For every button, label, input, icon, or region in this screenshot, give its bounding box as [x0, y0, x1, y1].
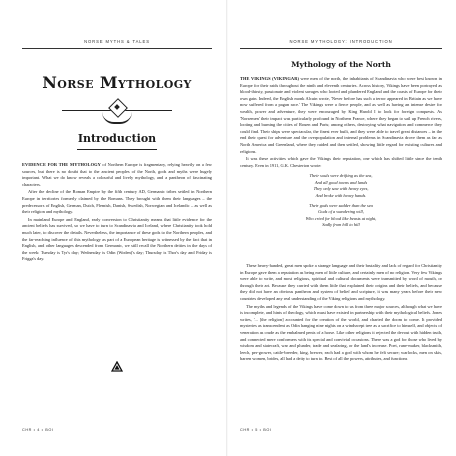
- right-running-head: NORSE MYTHOLOGY: INTRODUCTION: [289, 39, 393, 44]
- left-running-head: NORSE MYTHS & TALES: [84, 39, 150, 44]
- poem-line: And all good towns and lands: [314, 179, 368, 185]
- poem-line: They only saw with heavy eyes,: [313, 186, 369, 192]
- title-rule: [77, 149, 157, 150]
- right-paragraph-3: These heavy-handed, great men spoke a strange language and their brutality and lack of regard for Christianity in Europe gave them a reputation as being men of little culture, and certainly men of no religion. Very few Vikings were able to write, and most religious, spiritual and cultural documents were transmitted by word of mouth, or through their art. Because they carried with them little that explained their origins and their beliefs, and because they did not have an obvious pantheon and system of belief and scripture, it was many years before their new countries developed any real understanding of the Viking religions and mythology.: [240, 263, 442, 301]
- valknut-icon: [111, 361, 123, 373]
- left-paragraph-3: In mainland Europe and England, early conversion to Christianity means that little evidence for the ancient beliefs has survived, so we have to turn to Scandinavia and Iceland, where Christianity took hold much later, to discover the details. Nevertheless, the importance of these gods to the Northern peoples, and the far-reaching influence of this mythology as part of a European heritage is witnessed by the fact that in English, and other languages descended from Germanic, we still recall the Northern deities in the days of the week: Tuesday is Tyr's day; Wednesday is Odin (Woden)'s day; Thursday is Thor's day and Friday is Frigga's day.: [22, 216, 212, 262]
- poem-line: Gods of a wandering will,: [318, 209, 364, 215]
- left-lead: EVIDENCE FOR THE MYTHOLOGY: [22, 162, 101, 167]
- poem-stanza-1: [240, 173, 442, 199]
- right-head-rule: [240, 48, 442, 49]
- poem-line: And broke with heavy hands.: [315, 192, 367, 198]
- left-body: [22, 162, 212, 264]
- poem-line: Sadly from hill to hill: [322, 222, 360, 228]
- poem-line: Who cried for blood like beasts at night,: [305, 215, 377, 221]
- left-paragraph-1: EVIDENCE FOR THE MYTHOLOGY of Northern Europe is fragmentary, relying heavily on a few sources, but there is no doubt that to the ancient peoples of the North, gods and myths were hugely important. What we do know reveals a colourful and lively mythology, and a pantheon of fascinating characters.: [22, 162, 212, 187]
- right-folio: CHR • 5 • BOI: [240, 428, 272, 432]
- knot-ornament-icon: [62, 98, 172, 124]
- left-paragraph-2: After the decline of the Roman Empire by the fifth century AD, Germanic tribes settled in Northern Europe in territories formerly claimed by the Romans. They brought with them their languages – the predecessors of English, German, Dutch, Flemish, Danish, Swedish, Norwegian and Icelandic – as well as their religion and mythology.: [22, 189, 212, 215]
- poem-stanza-2: [240, 203, 442, 229]
- right-lead: THE VIKINGS (VIKINGAR): [240, 76, 300, 81]
- left-head-rule: [22, 48, 212, 49]
- chapter-title: Introduction: [77, 132, 157, 145]
- title-block: [22, 74, 212, 150]
- section-title: Mythology of the North: [291, 60, 391, 69]
- book-title: Norse Mythology: [42, 73, 192, 92]
- left-folio: CHR • 4 • BOI: [22, 428, 54, 432]
- right-paragraph-1: THE VIKINGS (VIKINGAR) were men of the north, the inhabitants of Scandinavia who were best known in Europe for their raids throughout the ninth and eleventh centuries. Across history, Vikings have been portrayed as blood-thirsty, passionate and violent savages who looted and plundered England and the coasts of Europe for their own gain. Indeed, the English monk Alcuin wrote, 'Never before has such a terror appeared in Britain as we have now suffered from a pagan race.' The Vikings were a fierce people, and as well as having an intense desire for wealth, power and adventure, they were encouraged by King Harold I to look for foreign conquests. As 'Norsemen' their impact was particularly profound in Northern France, where they began to sail up French rivers, looting and burning the cities of Rouen and Paris; among others, destroying what navigation and commerce they could find. Their ships were spectacular, the finest ever built, and they were able to travel great distances – in the end their quest for adventure and the overpopulation and internal problems in Scandinavia drove them as far as North America and Greenland, where they raided and then settled, showing little regard for existing cultures and religions.: [240, 76, 442, 154]
- right-paragraph-4: The myths and legends of the Vikings have come down to us from three major sources, although what we have is incomplete, and hints of theology, which must have existed in partnership with their mythological beliefs. Jones writes, '... [the religion] accounted for the creation of the world, and charted the doom to come. It provided mysteries as transcendent as Odin hanging nine nights on a windswept tree as a sacrifice to himself, and objects of veneration as crude as the embalmed penis of a horse. Like other religions it rejected the devout with hidden truth, and connected mere conformers with its special and convivial occasions. There was a god for those who lived by wisdom and statecraft, war and plunder, trade and seafaring, or the land's increase. Poet, rune-maker, blacksmith, leech, per-grower, cattle-breeder, king, brewer, each had a god with whom he felt secure; warlocks, men on skis, barren women, brides, all had a deity to turn to. Best of all the powers, attributes, and functions: [240, 303, 442, 362]
- poem-line: Their souls were drifting as the sea,: [309, 173, 373, 179]
- poem-line: Their gods were sadder than the sea: [309, 202, 373, 208]
- right-body: [240, 76, 442, 233]
- right-body-continued: [240, 263, 442, 364]
- book-gutter: [226, 0, 228, 456]
- right-paragraph-2: It was these activities which gave the Vikings their reputation, one which has shifted little since the tenth century. Even in 1911, G.K. Chesterton wrote:: [240, 156, 442, 168]
